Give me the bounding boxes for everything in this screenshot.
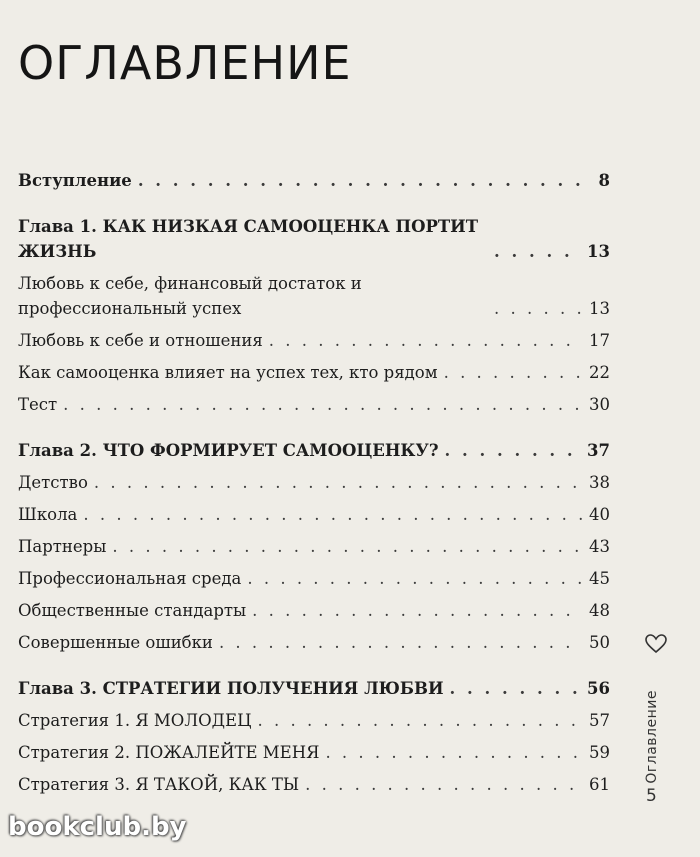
page-number: 5 [646,786,657,806]
dot-leader [269,328,583,353]
toc-entry-page: 37 [587,441,610,460]
toc-entry[interactable] [18,772,610,797]
toc-entry-label: Стратегия 2. ПОЖАЛЕЙТЕ МЕНЯ [18,743,320,762]
toc-entry-label: Глава 1. КАК НИЗКАЯ САМООЦЕНКА ПОРТИТ ЖИЗНЬ [18,217,479,261]
toc-entry[interactable] [18,534,610,559]
toc-chapter-entry[interactable] [18,168,610,193]
dot-leader [450,676,582,701]
toc-entry[interactable] [18,328,610,353]
toc-entry-page: 40 [589,505,610,524]
toc-entry[interactable] [18,271,610,321]
dot-leader [305,772,583,797]
table-of-contents [18,168,610,804]
toc-entry-page: 59 [589,743,610,762]
toc-entry-page: 17 [589,331,610,350]
toc-entry-page: 8 [598,171,610,190]
toc-entry-label: Глава 3. СТРАТЕГИИ ПОЛУЧЕНИЯ ЛЮБВИ [18,679,444,698]
page-title: ОГЛАВЛЕНИЕ [18,36,352,90]
toc-entry-page: 56 [587,679,610,698]
toc-entry-label: Профессиональная среда [18,569,242,588]
toc-entry[interactable] [18,360,610,385]
dot-leader [325,740,583,765]
toc-entry[interactable] [18,470,610,495]
toc-entry-label: Любовь к себе и отношения [18,331,263,350]
dot-leader [138,168,584,193]
toc-entry-label: Тест [18,395,58,414]
toc-entry[interactable] [18,708,610,733]
dot-leader [219,630,583,655]
toc-entry-label: Школа [18,505,78,524]
dot-leader [94,470,583,495]
dot-leader [444,360,583,385]
toc-entry-label: Любовь к себе, финансовый достаток и профессиональный успех [18,274,362,318]
dot-leader [494,296,583,321]
toc-entry-label: Совершенные ошибки [18,633,213,652]
toc-chapter-entry[interactable] [18,676,610,701]
toc-entry-page: 45 [589,569,610,588]
section-gap [18,200,610,214]
toc-entry[interactable] [18,392,610,417]
toc-entry-page: 13 [589,299,610,318]
section-gap [18,662,610,676]
dot-leader [445,438,582,463]
toc-entry[interactable] [18,566,610,591]
toc-chapter-entry[interactable] [18,214,610,264]
dot-leader [494,239,581,264]
toc-entry[interactable] [18,740,610,765]
toc-entry-label: Как самооценка влияет на успех тех, кто рядом [18,363,438,382]
toc-entry-label: Детство [18,473,88,492]
toc-entry-page: 13 [587,242,610,261]
watermark: bookclub.by [8,812,187,842]
dot-leader [247,566,583,591]
toc-entry-page: 57 [589,711,610,730]
toc-entry-page: 61 [589,775,610,794]
toc-entry-label: Общественные стандарты [18,601,247,620]
dot-leader [63,392,583,417]
dot-leader [257,708,583,733]
dot-leader [112,534,583,559]
dot-leader [83,502,583,527]
toc-entry-label: Партнеры [18,537,107,556]
toc-entry-label: Стратегия 3. Я ТАКОЙ, КАК ТЫ [18,775,300,794]
toc-entry-label: Вступление [18,171,132,190]
heart-icon [644,632,668,656]
section-gap [18,424,610,438]
running-header: Оглавление [644,690,660,784]
toc-entry[interactable] [18,598,610,623]
toc-entry-page: 43 [589,537,610,556]
toc-entry-page: 30 [589,395,610,414]
toc-entry[interactable] [18,502,610,527]
toc-entry-page: 38 [589,473,610,492]
toc-entry-page: 22 [589,363,610,382]
toc-entry-label: Стратегия 1. Я МОЛОДЕЦ [18,711,252,730]
toc-entry-page: 48 [589,601,610,620]
toc-entry[interactable] [18,630,610,655]
toc-entry-page: 50 [589,633,610,652]
toc-chapter-entry[interactable] [18,438,610,463]
toc-entry-label: Глава 2. ЧТО ФОРМИРУЕТ САМООЦЕНКУ? [18,441,439,460]
dot-leader [252,598,583,623]
